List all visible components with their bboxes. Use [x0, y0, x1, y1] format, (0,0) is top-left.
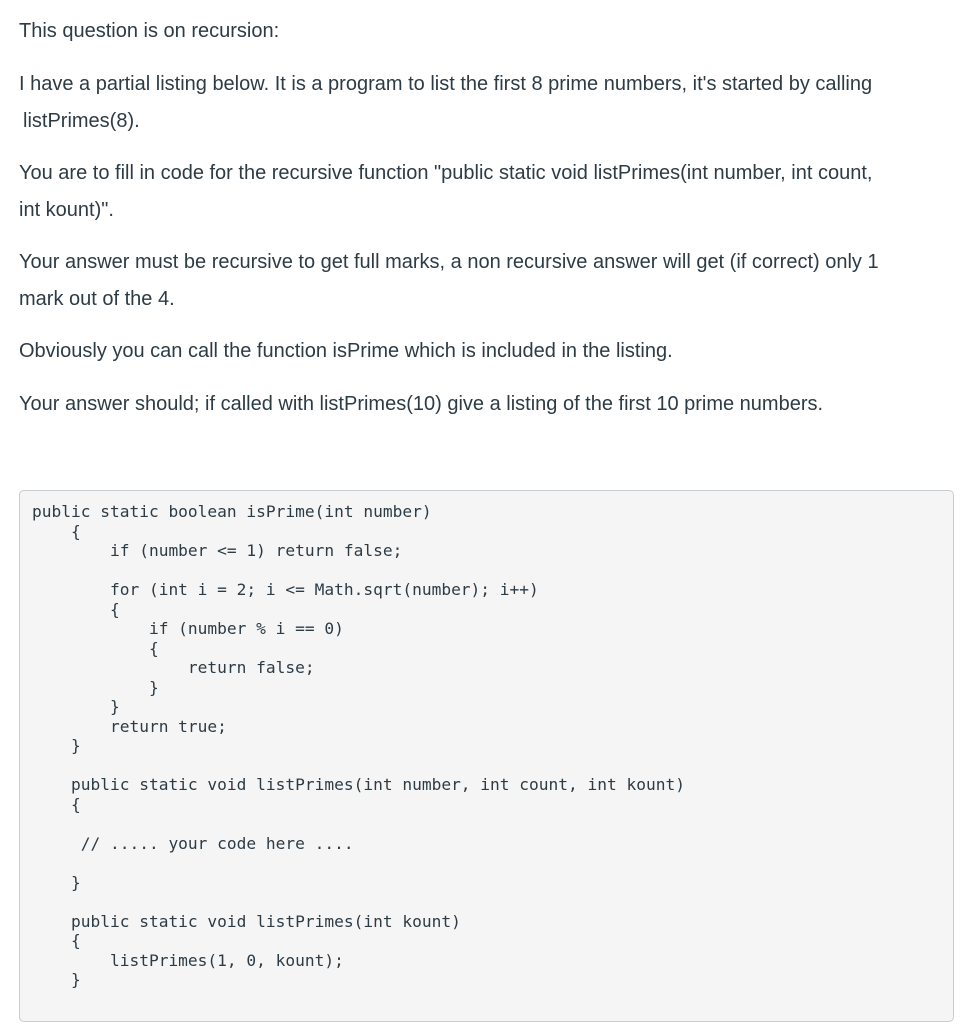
- recursive-requirement-line-1: Your answer must be recursive to get full marks, a non recursive answer will get (if correct) only 1: [19, 251, 879, 273]
- intro-paragraph: This question is on recursion:: [19, 20, 280, 42]
- expected-output-paragraph: Your answer should; if called with listPrimes(10) give a listing of the first 10 prime numbers.: [19, 393, 824, 415]
- code-block: [19, 490, 954, 1022]
- fill-in-line-1: You are to fill in code for the recursive function "public static void listPrimes(int number, int count,: [19, 162, 873, 184]
- code-listing: public static boolean isPrime(int number) { if (number <= 1) return false; for (int i = 2; i <= Math.sqrt(number); i++) { if (number % i == 0) { return false; } } return true; } public static void listPrimes(int number, int count, int kount) { // ..... your code here .... } public static void listPrimes(int kount) { listPrimes(1, 0, kount); }: [32, 502, 685, 989]
- partial-listing-paragraph: [19, 66, 954, 140]
- isprime-hint-paragraph: Obviously you can call the function isPrime which is included in the listing.: [19, 340, 673, 362]
- fill-in-paragraph: [19, 155, 954, 229]
- partial-listing-line-1: I have a partial listing below. It is a program to list the first 8 prime numbers, it's started by calling: [19, 73, 873, 95]
- fill-in-line-2: int kount)".: [19, 199, 114, 221]
- partial-listing-line-2: listPrimes(8).: [23, 110, 140, 132]
- recursive-requirement-paragraph: [19, 244, 954, 318]
- recursive-requirement-line-2: mark out of the 4.: [19, 288, 175, 310]
